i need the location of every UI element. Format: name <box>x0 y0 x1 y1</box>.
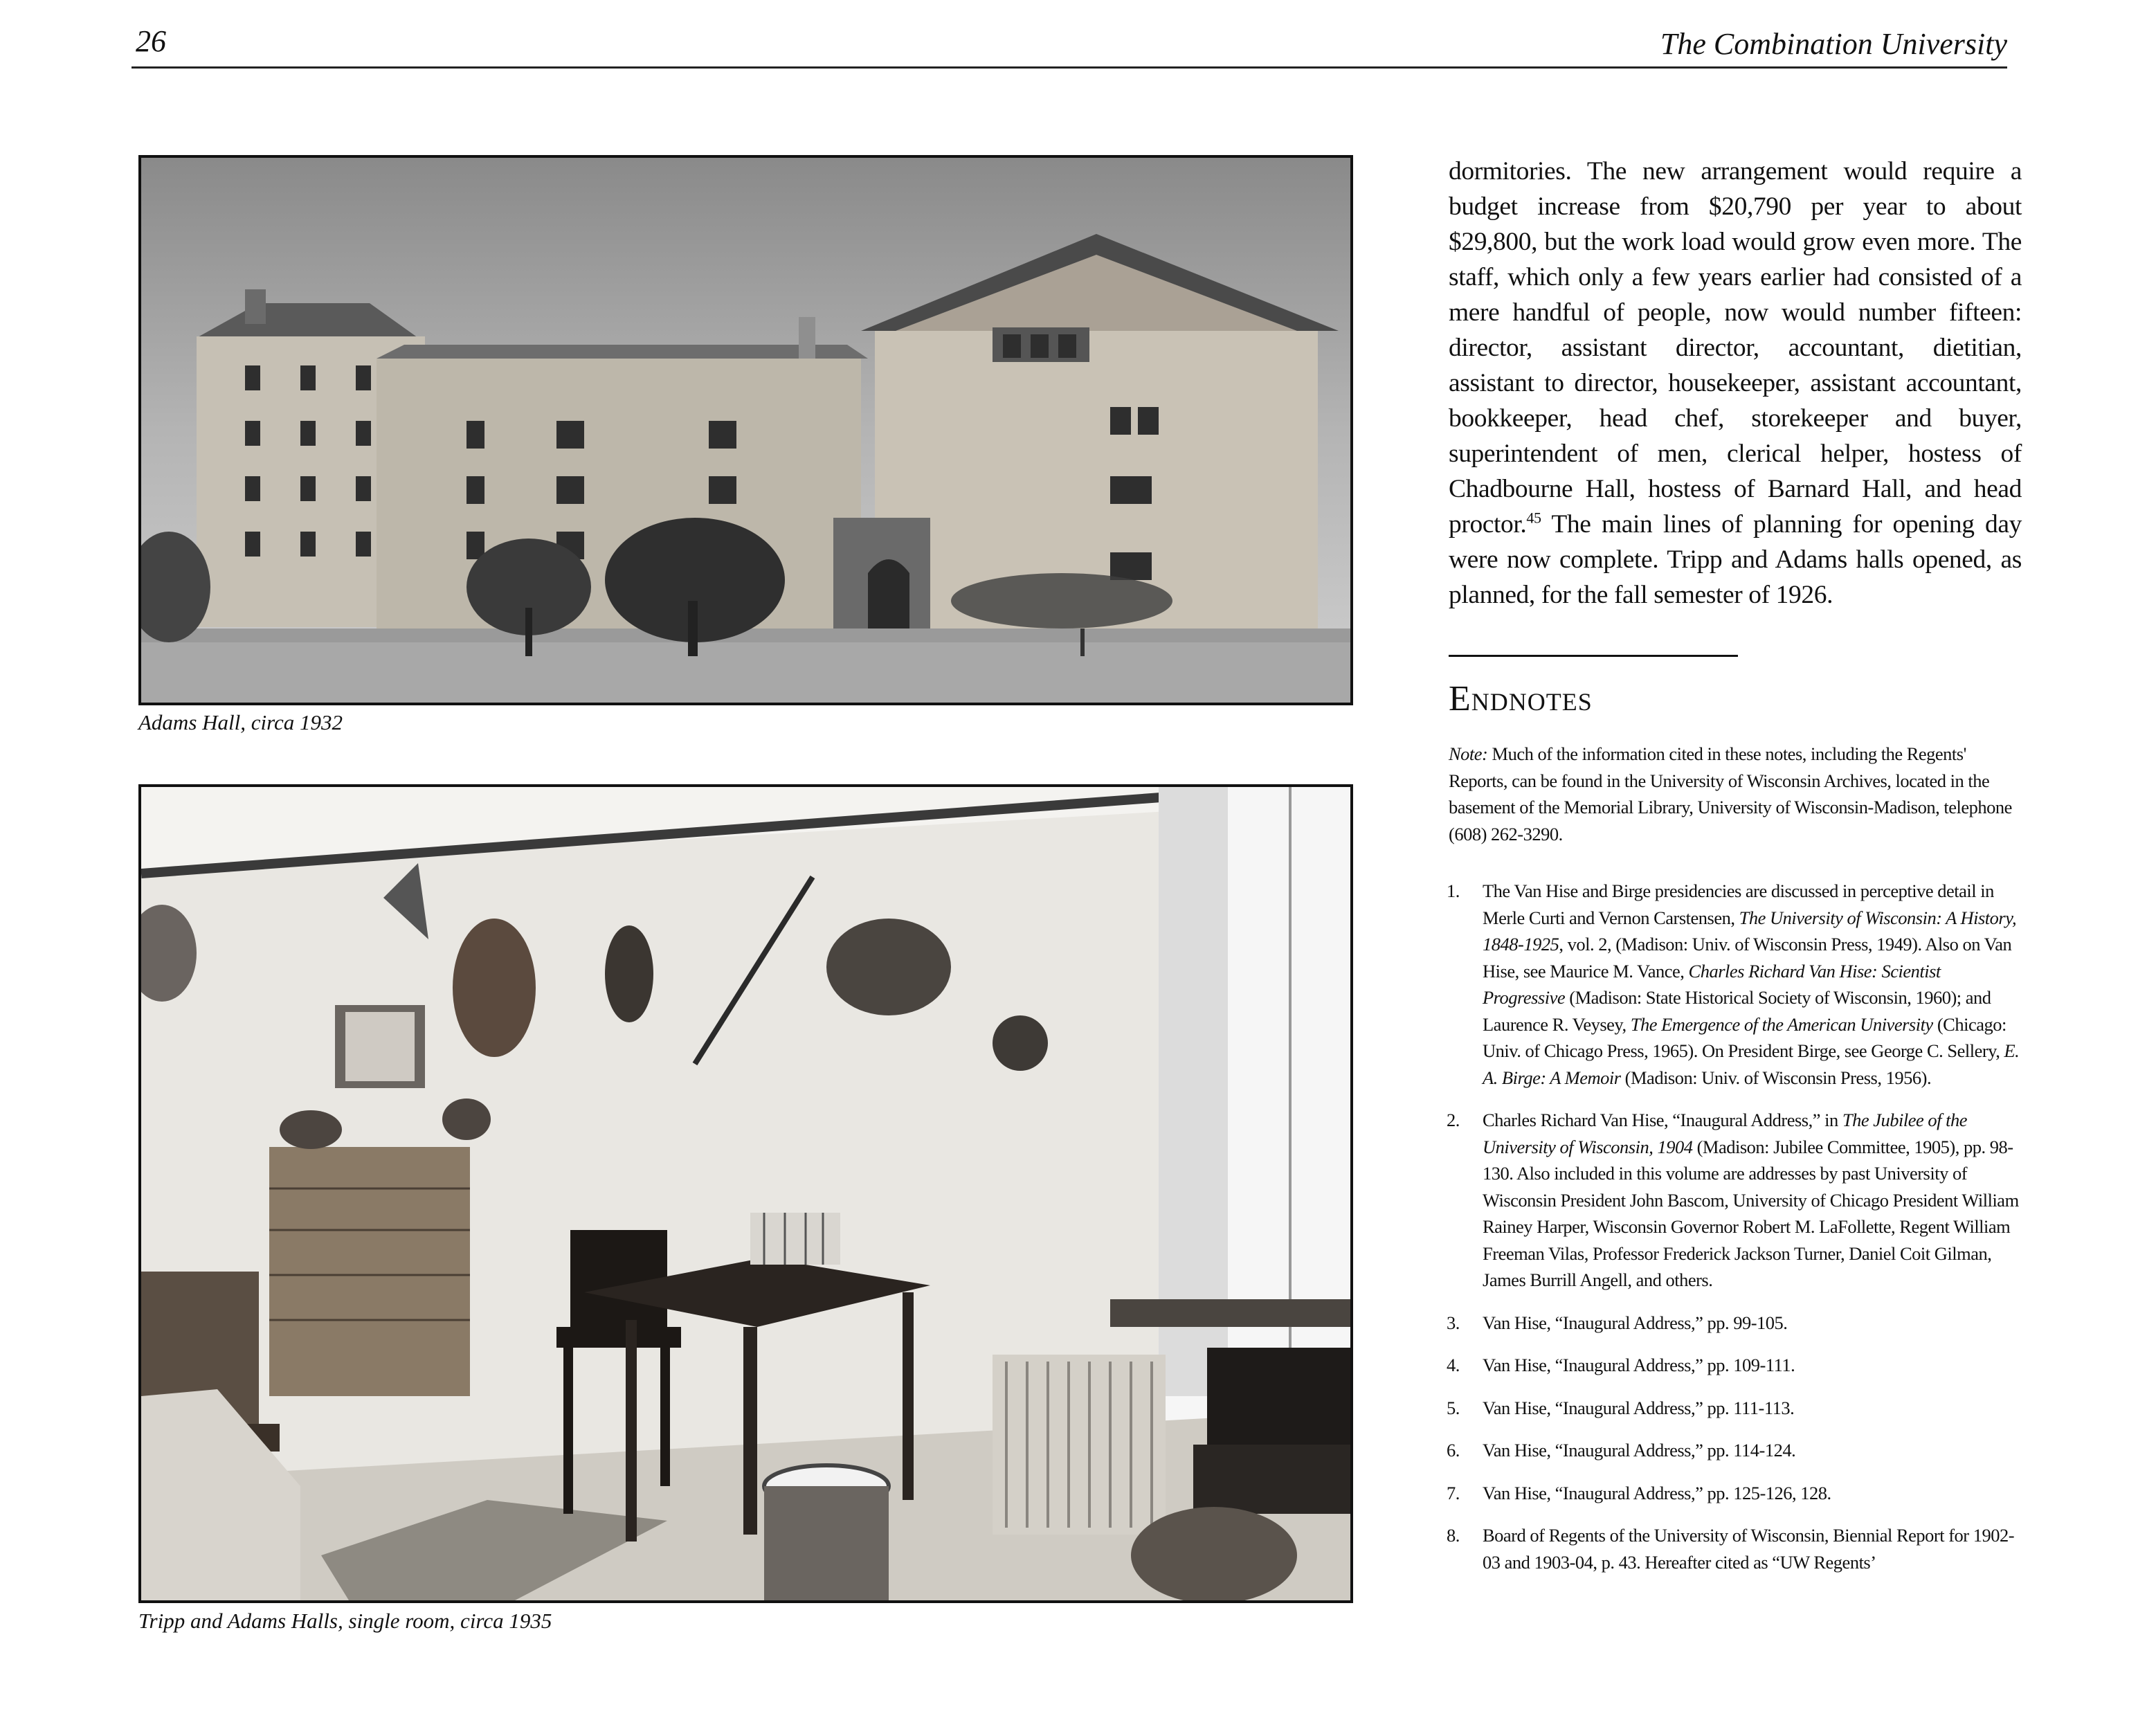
endnote-item <box>1447 878 2021 1091</box>
endnote-number: 4. <box>1447 1355 1460 1375</box>
endnote-text: (Chicago: Univ. of Chicago Press, 1965). On President Birge, see George C. Sellery, <box>1483 1013 2006 1061</box>
endnote-number: 8. <box>1447 1525 1460 1546</box>
endnote-text: The Van Hise and Birge presidencies are discussed in perceptive detail in Merle Curti and Vernon Carstensen, <box>1483 880 1994 928</box>
book-title: The Combination University <box>1660 27 2007 61</box>
endnote-item <box>1447 1480 2021 1507</box>
endnote-item <box>1447 1107 2021 1294</box>
endnote-text: (Madison: State Historical Society of Wisconsin, 1960); and Laurence R. Veysey, <box>1483 987 1991 1035</box>
endnote-text: (Madison: Jubilee Committee, 1905), pp. 98-130. Also included in this volume are addresses by past University of Wisconsin President John Bascom, University of Chicago President William Rainey Harper, Wisconsin Governor Robert M. LaFollette, Regent William Freeman Vilas, Professor Frederick Jackson Turner, Daniel Coit Gilman, James Burrill Angell, and others. <box>1483 1136 2019 1290</box>
endnote-text: Van Hise, “Inaugural Address,” pp. 109-111. <box>1483 1355 1795 1375</box>
endnote-title: E. A. Birge: A Memoir <box>1483 1040 2020 1088</box>
endnotes-heading: Endnotes <box>1449 679 1593 718</box>
endnote-number: 3. <box>1447 1312 1460 1333</box>
endnote-text: Van Hise, “Inaugural Address,” pp. 125-126, 128. <box>1483 1482 1831 1503</box>
footnote-reference: 45 <box>1526 509 1541 527</box>
note-text: Much of the information cited in these notes, including the Regents' Reports, can be found in the University of Wisconsin Archives, located in the basement of the Memorial Library, University of Wisconsin-Madison, telephone (608) 262-3290. <box>1449 743 2012 844</box>
endnote-number: 2. <box>1447 1110 1460 1130</box>
endnote-text: Van Hise, “Inaugural Address,” pp. 99-105. <box>1483 1312 1788 1333</box>
dorm-room-photo <box>138 784 1353 1603</box>
endnote-text: (Madison: Univ. of Wisconsin Press, 1956). <box>1620 1067 1932 1088</box>
endnote-item <box>1447 1310 2021 1337</box>
endnote-list <box>1447 878 2021 1591</box>
endnote-item <box>1447 1395 2021 1422</box>
endnote-title: The Emergence of the American University <box>1630 1013 1933 1035</box>
endnote-number: 1. <box>1447 880 1460 901</box>
endnote-text: , vol. 2, (Madison: Univ. of Wisconsin Press, 1949). Also on Van Hise, see Maurice M. Vance, <box>1483 934 2012 982</box>
body-paragraph <box>1449 154 2022 613</box>
paragraph-text: dormitories. The new arrangement would require a budget increase from $20,790 per year to about $29,800, but the work load would grow even more. The staff, which only a few years earlier had consisted of a mere handful of people, now would number fifteen: director, assistant director, accountant, dietitian, assistant to director, housekeeper, assistant accountant, bookkeeper, head chef, storekeeper and buyer, superintendent of men, clerical helper, hostess of Chadbourne Hall, hostess of Barnard Hall, and head proctor. <box>1449 157 2022 539</box>
endnote-number: 7. <box>1447 1482 1460 1503</box>
section-divider <box>1449 655 1738 657</box>
photo-caption: Adams Hall, circa 1932 <box>138 710 343 734</box>
page-number: 26 <box>136 24 166 58</box>
endnote-item <box>1447 1352 2021 1379</box>
endnote-text: Van Hise, “Inaugural Address,” pp. 111-113. <box>1483 1397 1795 1418</box>
running-head <box>132 19 2007 69</box>
endnote-title: Charles Richard Van Hise: Scientist Progressive <box>1483 960 1941 1008</box>
endnote-item <box>1447 1437 2021 1464</box>
paragraph-text-continued: The main lines of planning for opening day were now complete. Tripp and Adams halls opened, as planned, for the fall semester of 1926. <box>1449 510 2022 609</box>
endnote-item <box>1447 1522 2021 1575</box>
endnote-text: Board of Regents of the University of Wisconsin, Biennial Report for 1902-03 and 1903-04, p. 43. Hereafter cited as “UW Regents’ <box>1483 1525 2015 1573</box>
photo-caption: Tripp and Adams Halls, single room, circa 1935 <box>138 1609 552 1633</box>
endnote-number: 6. <box>1447 1440 1460 1461</box>
endnote-text: Van Hise, “Inaugural Address,” pp. 114-124. <box>1483 1440 1796 1461</box>
note-label: Note: <box>1449 743 1488 764</box>
endnote-title: The University of Wisconsin: A History, 1848-1925 <box>1483 907 2017 955</box>
endnotes-note <box>1449 741 2016 847</box>
adams-hall-photo <box>138 155 1353 705</box>
endnote-text: Charles Richard Van Hise, “Inaugural Address,” in <box>1483 1110 1842 1130</box>
endnote-number: 5. <box>1447 1397 1460 1418</box>
endnote-title: The Jubilee of the University of Wisconsin, 1904 <box>1483 1110 1967 1157</box>
